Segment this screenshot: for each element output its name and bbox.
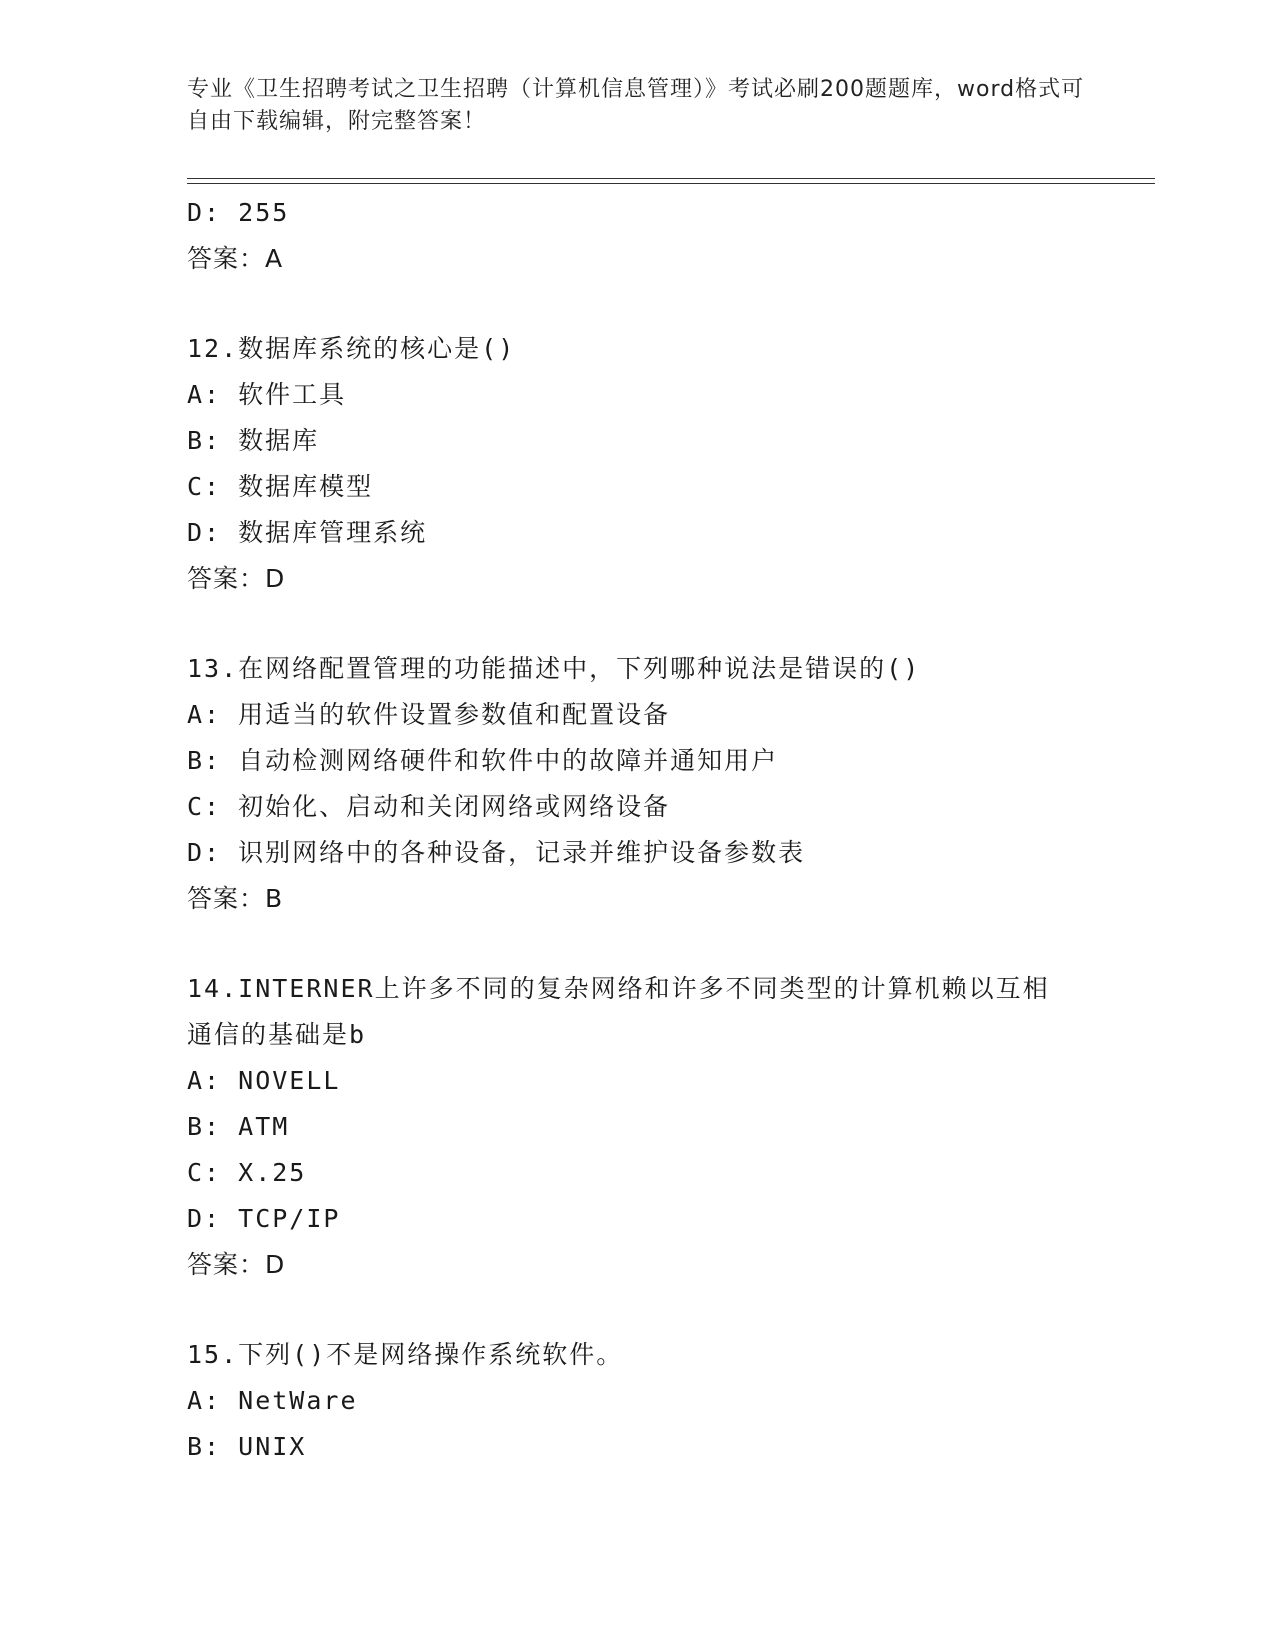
option-d: D: 数据库管理系统 [187, 518, 428, 547]
question-12 [187, 326, 1087, 602]
option-d: D: 识别网络中的各种设备，记录并维护设备参数表 [187, 838, 806, 867]
option-b: B: 数据库 [187, 426, 320, 455]
option-c: C: X.25 [187, 1158, 307, 1187]
question-stem-line-2: 通信的基础是b [187, 1020, 367, 1049]
question-15 [187, 1332, 1087, 1470]
option-a: A: 用适当的软件设置参数值和配置设备 [187, 700, 671, 729]
option-a: A: 软件工具 [187, 380, 347, 409]
question-stem-line-1: 14.INTERNER上许多不同的复杂网络和许多不同类型的计算机赖以互相 [187, 974, 1050, 1003]
answer-line: 答案：D [187, 564, 286, 593]
question-stem: 13.在网络配置管理的功能描述中，下列哪种说法是错误的() [187, 654, 921, 683]
option-a: A: NOVELL [187, 1066, 341, 1095]
question-14 [187, 966, 1087, 1288]
option-c: C: 初始化、启动和关闭网络或网络设备 [187, 792, 671, 821]
question-stem: 15.下列()不是网络操作系统软件。 [187, 1340, 624, 1369]
question-stem: 12.数据库系统的核心是() [187, 334, 516, 363]
question-list [187, 190, 1087, 1470]
option-d: D: 255 [187, 198, 290, 227]
answer-line: 答案：B [187, 884, 284, 913]
document-header-title: 专业《卫生招聘考试之卫生招聘（计算机信息管理）》考试必刷200题题库，word格式可自由下载编辑，附完整答案！ [187, 77, 1085, 134]
option-b: B: 自动检测网络硬件和软件中的故障并通知用户 [187, 746, 779, 775]
option-b: B: UNIX [187, 1432, 307, 1461]
question-13 [187, 646, 1087, 922]
option-a: A: NetWare [187, 1386, 358, 1415]
header-divider-bottom [187, 183, 1155, 184]
header-divider-top [187, 178, 1155, 179]
option-d: D: TCP/IP [187, 1204, 341, 1233]
answer-line: 答案：A [187, 244, 284, 273]
answer-line: 答案：D [187, 1250, 286, 1279]
option-b: B: ATM [187, 1112, 290, 1141]
option-c: C: 数据库模型 [187, 472, 374, 501]
